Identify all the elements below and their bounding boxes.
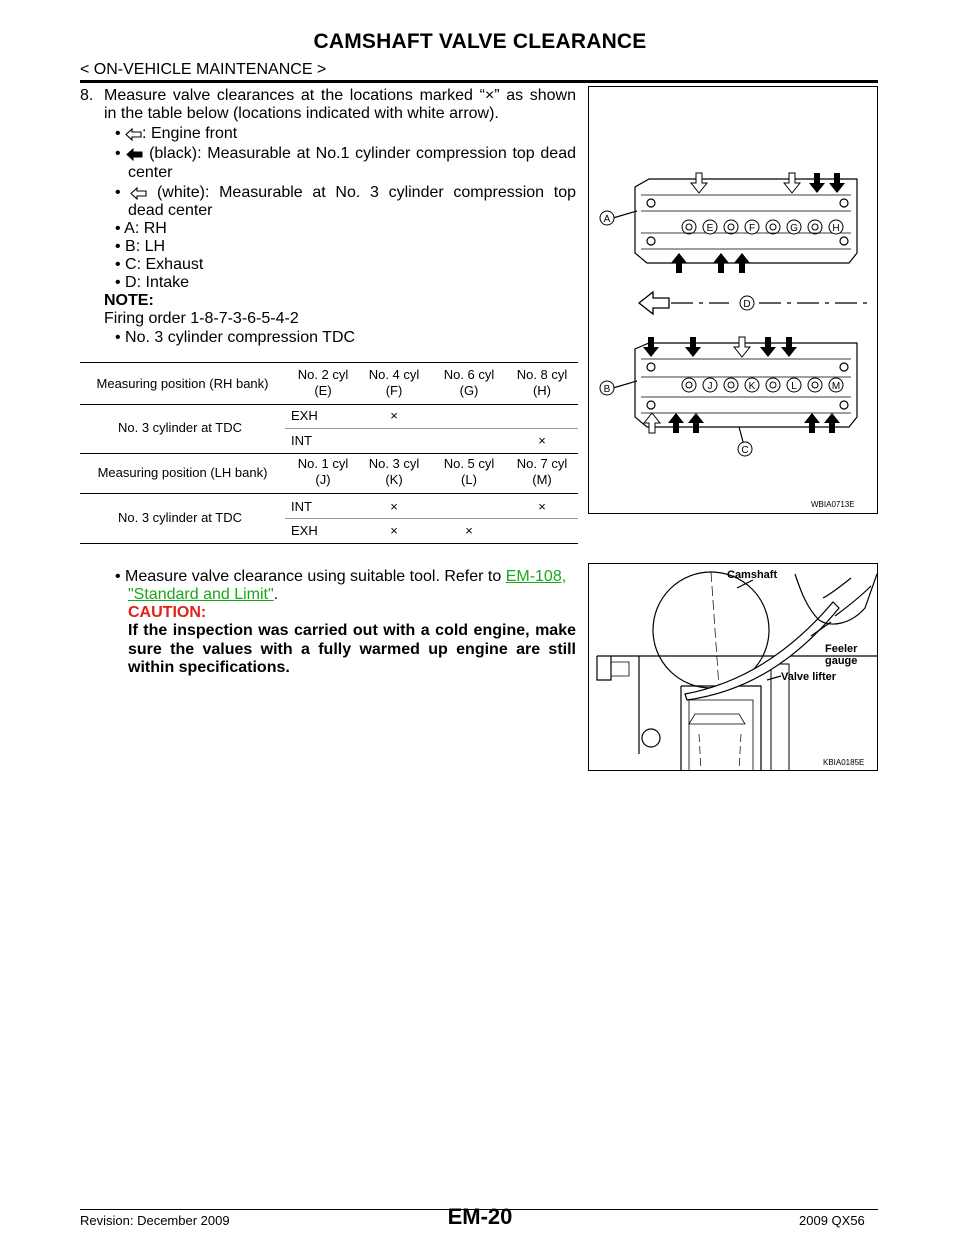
- page-title: CAMSHAFT VALVE CLEARANCE: [313, 30, 647, 53]
- rh-header-f: No. 4 cyl (F): [368, 367, 420, 398]
- tdc-note: • No. 3 cylinder compression TDC: [115, 329, 356, 346]
- rh-header-e: No. 2 cyl (E): [297, 367, 349, 398]
- label-f: F: [748, 223, 756, 234]
- rh-int-h: ×: [538, 433, 546, 448]
- page-number: EM-20: [447, 1204, 513, 1229]
- label-gauge: gauge: [825, 655, 858, 667]
- label-h: H: [832, 223, 840, 234]
- section-breadcrumb: < ON-VEHICLE MAINTENANCE >: [80, 61, 327, 78]
- note-label: NOTE:: [104, 292, 154, 309]
- bullet-black-arrow: • (black): Measurable at No.1 cylinder compression top dead: [115, 145, 577, 162]
- lh-header-k: No. 3 cyl (K): [368, 456, 420, 487]
- rh-row-exh: EXH: [291, 408, 318, 423]
- caution-line2: sure the values with a fully warmed up engine are still: [128, 641, 576, 658]
- model-year: 2009 QX56: [799, 1213, 865, 1228]
- label-m: M: [831, 381, 841, 392]
- label-d: D: [743, 299, 751, 310]
- outline-arrow-icon: [125, 128, 142, 141]
- camshaft-layout-drawing: [589, 87, 877, 513]
- figure2-code: KBIA0185E: [823, 758, 865, 767]
- black-arrow-line2: center: [128, 164, 173, 181]
- header-rule: [80, 80, 878, 83]
- engine-front-arrow-icon: [639, 292, 669, 314]
- label-b: B: [603, 384, 611, 395]
- measure-line2: "Standard and Limit".: [128, 586, 279, 603]
- step8-line1: Measure valve clearances at the locations marked “×” as shown: [104, 87, 576, 104]
- lh-header-m: No. 7 cyl (M): [516, 456, 568, 487]
- rh-row-int: INT: [291, 433, 312, 448]
- lh-row-exh: EXH: [291, 523, 318, 538]
- rh-header-g: No. 6 cyl (G): [443, 367, 495, 398]
- lh-header-label: Measuring position (LH bank): [97, 465, 268, 480]
- lh-header-l: No. 5 cyl (L): [443, 456, 495, 487]
- rh-header-h: No. 8 cyl (H): [516, 367, 568, 398]
- lh-exh-k: ×: [390, 523, 398, 538]
- rh-row-label: No. 3 cylinder at TDC: [117, 420, 243, 435]
- lh-int-k: ×: [390, 499, 398, 514]
- lh-exh-l: ×: [465, 523, 473, 538]
- lh-int-m: ×: [538, 499, 546, 514]
- label-feeler: Feeler: [825, 643, 858, 655]
- legend-b: • B: LH: [115, 238, 166, 255]
- lh-bank-table: [80, 453, 578, 545]
- caution-line1: If the inspection was carried out with a cold engine, make: [128, 622, 576, 639]
- black-arrow-icon: [126, 148, 143, 161]
- label-camshaft: Camshaft: [727, 569, 778, 581]
- label-a: A: [603, 214, 611, 225]
- caution-line3: within specifications.: [128, 659, 290, 676]
- white-arrow-icon: [130, 187, 147, 200]
- legend-a: • A: RH: [115, 220, 167, 237]
- bullet-white-arrow: • (white): Measurable at No. 3 cylinder compression top: [115, 184, 576, 201]
- legend-c: • C: Exhaust: [115, 256, 204, 273]
- rh-exh-f: ×: [390, 408, 398, 423]
- bullet-engine-front: • : Engine front: [115, 125, 238, 142]
- white-arrow-line2: dead center: [128, 202, 213, 219]
- label-l: L: [791, 381, 797, 392]
- figure1-code: WBIA0713E: [811, 500, 855, 509]
- measure-line: • Measure valve clearance using suitable tool. Refer to EM-108,: [115, 568, 567, 585]
- step8-line2: in the table below (locations indicated with white arrow).: [104, 105, 499, 122]
- label-j: J: [707, 381, 713, 392]
- legend-d: • D: Intake: [115, 274, 190, 291]
- label-k: K: [748, 381, 756, 392]
- firing-order: Firing order 1-8-7-3-6-5-4-2: [104, 310, 299, 327]
- label-g: G: [790, 223, 798, 234]
- lh-header-j: No. 1 cyl (J): [297, 456, 349, 487]
- ref-link-em108[interactable]: EM-108,: [505, 568, 567, 585]
- feeler-gauge-figure: [588, 563, 878, 771]
- caution-label: CAUTION:: [128, 604, 207, 621]
- step-number: 8.: [80, 87, 94, 104]
- ref-link-standard-limit[interactable]: "Standard and Limit": [128, 586, 274, 603]
- camshaft-layout-figure: [588, 86, 878, 514]
- label-e: E: [706, 223, 714, 234]
- rh-bank-table: [80, 362, 578, 454]
- lh-row-int: INT: [291, 499, 312, 514]
- label-c: C: [741, 445, 749, 456]
- feeler-gauge-drawing: [589, 564, 877, 770]
- rh-header-label: Measuring position (RH bank): [96, 376, 269, 391]
- label-valve-lifter: Valve lifter: [781, 671, 837, 683]
- revision-date: Revision: December 2009: [80, 1213, 230, 1228]
- lh-row-label: No. 3 cylinder at TDC: [117, 510, 243, 525]
